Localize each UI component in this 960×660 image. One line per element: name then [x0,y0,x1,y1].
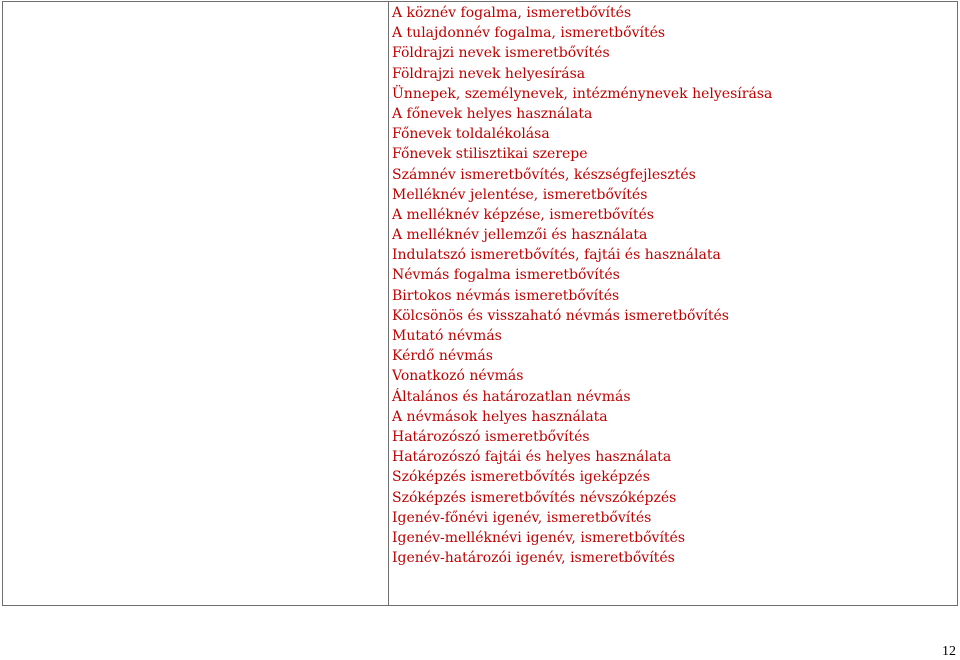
topic-item: Főnevek stilisztikai szerepe [392,146,588,163]
topic-item: Szóképzés ismeretbővítés igeképzés [392,469,650,486]
topic-item: Igenév-főnévi igenév, ismeretbővítés [392,509,652,526]
topic-item: A tulajdonnév fogalma, ismeretbővítés [392,25,666,42]
topic-item: A köznév fogalma, ismeretbővítés [392,5,632,21]
topic-item: Határozószó ismeretbővítés [392,428,590,445]
topic-item: Főnevek toldalékolása [392,126,550,143]
topic-item: Kölcsönös és visszaható névmás ismeretbővítés [392,307,729,324]
topic-item: Indulatszó ismeretbővítés, fajtái és használata [392,247,721,264]
topic-item: Általános és határozatlan névmás [392,388,631,405]
topic-item: Vonatkozó névmás [392,368,524,385]
topic-item: Melléknév jelentése, ismeretbővítés [392,186,648,203]
topic-item: Igenév-határozói igenév, ismeretbővítés [392,550,675,567]
topic-item: Határozószó fajtái és helyes használata [392,449,672,466]
topic-item: A főnevek helyes használata [392,105,593,122]
topic-item: Névmás fogalma ismeretbővítés [392,267,620,284]
topic-item: Igenév-melléknévi igenév, ismeretbővítés [392,529,686,546]
column-divider [388,2,389,605]
page-number: 12 [942,644,956,659]
topic-item: Kérdő névmás [392,348,493,365]
topic-item: Számnév ismeretbővítés, készségfejlesztés [392,166,696,183]
topic-item: Szóképzés ismeretbővítés névszóképzés [392,489,677,506]
topic-item: Ünnepek, személynevek, intézménynevek helyesírása [392,85,773,102]
topic-item: A melléknév jellemzői és használata [392,227,648,244]
topic-item: Földrajzi nevek ismeretbővítés [392,45,610,62]
topic-item: Földrajzi nevek helyesírása [392,65,586,82]
topic-list [392,3,772,568]
topic-item: Birtokos névmás ismeretbővítés [392,287,620,304]
topic-item: A névmások helyes használata [392,408,608,425]
topic-item: A melléknév képzése, ismeretbővítés [392,206,654,223]
topic-item: Mutató névmás [392,328,502,344]
